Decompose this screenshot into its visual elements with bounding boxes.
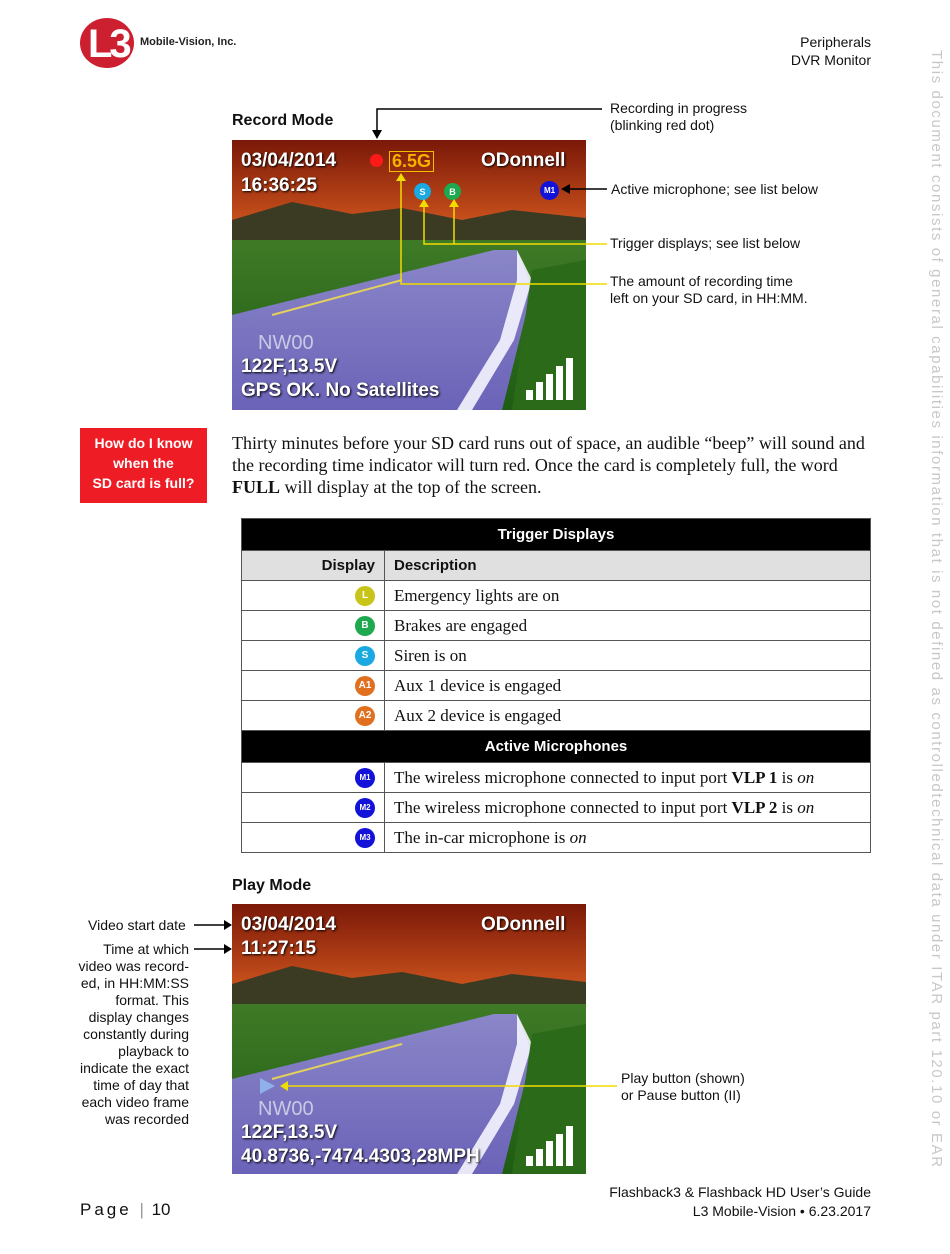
- table-row: [242, 671, 871, 701]
- play-unit-id: NW00: [258, 1098, 314, 1120]
- mic-state-italic: on: [797, 797, 815, 817]
- callout-time-left: [610, 273, 808, 307]
- mic-port-bold: VLP 1: [731, 767, 778, 787]
- record-mode-title: Record Mode: [232, 112, 334, 129]
- header-section: Peripherals: [800, 34, 871, 50]
- note-line: Time at which: [103, 941, 189, 957]
- callout-active-mic: Active microphone; see list below: [611, 181, 818, 197]
- row-description: Emergency lights are on: [385, 581, 871, 611]
- faq-question-line2: when the: [113, 455, 174, 471]
- trigger-displays-table: [241, 518, 871, 853]
- callout-recording-line1: Recording in progress: [610, 100, 747, 116]
- trigger-aux2-badge: A2: [355, 706, 375, 726]
- note-line: indicate the exact: [80, 1060, 189, 1076]
- table-row: [242, 763, 871, 793]
- column-header-display: Display: [242, 551, 385, 581]
- mic-state-italic: on: [797, 767, 815, 787]
- row-description: [385, 763, 871, 793]
- faq-question-line3: SD card is full?: [92, 475, 195, 491]
- table-row: [242, 793, 871, 823]
- trigger-lights-badge: L: [355, 586, 375, 606]
- callout-time-note: [60, 941, 189, 1128]
- row-description: Siren is on: [385, 641, 871, 671]
- note-line: video was record-: [78, 958, 189, 974]
- table-row: [242, 823, 871, 853]
- company-name: Mobile-Vision, Inc.: [140, 36, 237, 48]
- column-header-description: Description: [385, 551, 871, 581]
- table-row: [242, 701, 871, 731]
- play-time: 11:27:15: [241, 938, 317, 959]
- note-line: playback to: [118, 1043, 189, 1059]
- mic-m2-badge: M2: [355, 798, 375, 818]
- callout-video-start-date: Video start date: [88, 917, 186, 933]
- note-line: ed, in HH:MM:SS: [80, 975, 189, 991]
- trigger-siren-badge: S: [355, 646, 375, 666]
- note-line: was recorded: [104, 1111, 189, 1127]
- callout-play-line2: or Pause button (II): [621, 1087, 741, 1103]
- faq-answer-paragraph: [232, 432, 872, 498]
- page-number-label: Page | 10: [80, 1200, 171, 1219]
- record-date: 03/04/2014: [241, 150, 337, 171]
- row-description: Aux 2 device is engaged: [385, 701, 871, 731]
- table-title: Trigger Displays: [242, 519, 871, 551]
- play-temp-voltage: 122F,13.5V: [241, 1122, 338, 1143]
- mic-m1-badge: M1: [355, 768, 375, 788]
- callout-play-button: [621, 1070, 745, 1104]
- record-officer-name: ODonnell: [481, 150, 566, 171]
- watermark-text: This document consists of general capabilities information that is not defined as controlledtechnical data under ITAR part 120.10 or EAR: [928, 50, 945, 1169]
- mic-desc-text: The in-car microphone is: [394, 827, 570, 847]
- record-temp-voltage: 122F,13.5V: [241, 356, 338, 377]
- footer-guide-title: Flashback3 & Flashback HD User’s Guide: [609, 1184, 871, 1200]
- footer-company-date: L3 Mobile-Vision • 6.23.2017: [692, 1203, 871, 1219]
- mic-desc-mid: is: [777, 767, 798, 787]
- record-time: 16:36:25: [241, 175, 318, 196]
- trigger-brakes-badge: B: [355, 616, 375, 636]
- faq-answer-bold: FULL: [232, 477, 281, 497]
- play-date: 03/04/2014: [241, 914, 337, 935]
- callout-recording: [610, 100, 747, 134]
- table-row: [242, 611, 871, 641]
- row-description: Brakes are engaged: [385, 611, 871, 641]
- play-gps-readout: 40.8736,-7474.4303,28MPH: [241, 1146, 480, 1167]
- note-line: constantly during: [83, 1026, 189, 1042]
- page-number: 10: [151, 1200, 171, 1219]
- callout-triggers: Trigger displays; see list below: [610, 235, 801, 251]
- record-unit-id: NW00: [258, 332, 314, 354]
- callout-recording-line2: (blinking red dot): [610, 117, 715, 133]
- header-subsection: DVR Monitor: [790, 52, 871, 68]
- faq-answer-text: Thirty minutes before your SD card runs out of space, an audible “beep” will sound and the recording time indicator will turn red. Once the card is completely full, the word: [232, 433, 865, 475]
- mic-m3-badge: M3: [355, 828, 375, 848]
- logo-text: L3: [88, 22, 129, 66]
- note-line: time of day that: [93, 1077, 189, 1093]
- mic-desc-text: The wireless microphone connected to input port: [394, 797, 732, 817]
- play-mode-title: Play Mode: [232, 877, 312, 894]
- mic-state-italic: on: [569, 827, 587, 847]
- row-description: Aux 1 device is engaged: [385, 671, 871, 701]
- page-label: Page: [80, 1200, 132, 1219]
- mic-section-title: Active Microphones: [242, 731, 871, 763]
- callout-time-left-line1: The amount of recording time: [610, 273, 793, 289]
- record-gps-status: GPS OK. No Satellites: [241, 380, 440, 401]
- faq-answer-text-end: will display at the top of the screen.: [280, 477, 542, 497]
- faq-sidebar-box: [80, 428, 207, 503]
- record-callout-lines: [0, 0, 950, 420]
- recording-time-remaining: 6.5G: [389, 151, 434, 172]
- mic-port-bold: VLP 2: [731, 797, 778, 817]
- row-description: [385, 823, 871, 853]
- trigger-siren-badge: S: [414, 183, 431, 200]
- mic-desc-text: The wireless microphone connected to input port: [394, 767, 732, 787]
- active-mic-badge: M1: [540, 181, 559, 200]
- mic-desc-mid: is: [777, 797, 798, 817]
- play-officer-name: ODonnell: [481, 914, 566, 935]
- note-line: display changes: [88, 1009, 189, 1025]
- note-line: each video frame: [81, 1094, 189, 1110]
- row-description: [385, 793, 871, 823]
- table-row: [242, 641, 871, 671]
- callout-play-line1: Play button (shown): [621, 1070, 745, 1086]
- trigger-aux1-badge: A1: [355, 676, 375, 696]
- running-footer: [609, 1183, 871, 1221]
- note-line: format. This: [115, 992, 189, 1008]
- faq-question-line1: How do I know: [94, 435, 193, 451]
- trigger-brakes-badge: B: [444, 183, 461, 200]
- signal-strength-icon: [526, 1126, 574, 1166]
- callout-time-left-line2: left on your SD card, in HH:MM.: [610, 290, 808, 306]
- table-row: [242, 581, 871, 611]
